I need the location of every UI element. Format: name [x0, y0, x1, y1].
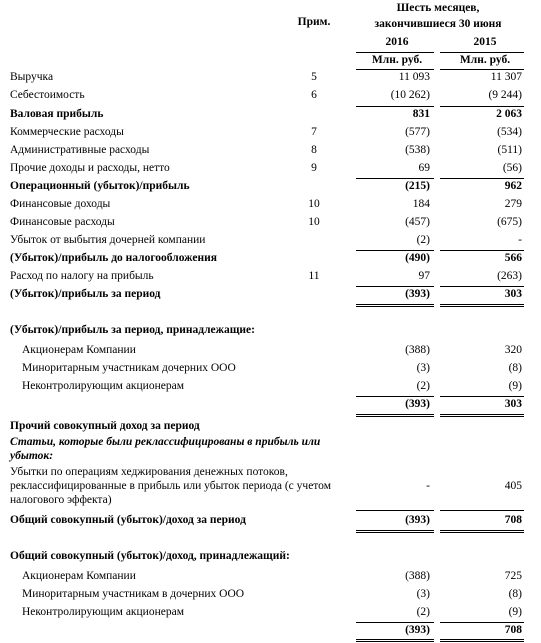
row-note: 10: [308, 198, 320, 210]
subtotal-rule: [356, 250, 434, 251]
row-value-2015: (511): [497, 144, 522, 156]
row-label: Себестоимость: [10, 89, 85, 101]
section-subheading-cont: убыток:: [10, 450, 54, 462]
row-value-2015: -: [518, 234, 522, 246]
row-note: 7: [311, 126, 317, 138]
row-label: Административные расходы: [10, 144, 150, 156]
total-double-rule: [356, 306, 434, 307]
row-label: Расход по налогу на прибыль: [10, 270, 154, 282]
row-value-2016: (388): [405, 570, 430, 582]
total-double-rule: [356, 532, 434, 533]
total-double-rule: [356, 414, 434, 415]
total-double-rule: [356, 639, 434, 640]
row-label: Коммерческие расходы: [10, 126, 124, 138]
subtotal-rule: [356, 178, 434, 179]
row-label: Операционный (убыток)/прибыль: [10, 180, 190, 192]
total-value-2015: 303: [504, 398, 522, 410]
total-double-rule: [440, 641, 524, 642]
total-double-rule: [440, 416, 524, 417]
header-rule-2016: [356, 52, 434, 53]
row-value-2015: (675): [497, 216, 522, 228]
row-value-2016: (2): [416, 234, 430, 246]
total-value-2016: (393): [405, 624, 430, 636]
row-label: (Убыток)/прибыль за период: [10, 288, 161, 300]
total-double-rule: [356, 641, 434, 642]
row-value-2015: (8): [508, 588, 522, 600]
row-value-2016: (2): [416, 380, 430, 392]
row-value-2015: 725: [504, 570, 522, 582]
row-value-2016: 69: [418, 162, 430, 174]
row-value-2015: 566: [504, 252, 522, 264]
row-value-2016: (3): [416, 362, 430, 374]
row-value-2015: 2 063: [496, 108, 522, 120]
row-note: 10: [308, 216, 320, 228]
row-value-2015: (9): [508, 606, 522, 618]
row-value-2015: 320: [504, 344, 522, 356]
row-label: Миноритарным участникам в дочерних ООО: [22, 588, 245, 600]
row-value-2016: (3): [416, 588, 430, 600]
header-underline-2016: [356, 69, 434, 70]
unit-2016-header: Млн. руб.: [371, 54, 423, 66]
subtotal-rule: [440, 622, 524, 623]
row-value-2016: 184: [412, 198, 430, 210]
row-label: (Убыток)/прибыль до налогообложения: [10, 252, 217, 264]
row-value-2015: (56): [502, 162, 522, 174]
row-label: Акционерам Компании: [22, 344, 136, 356]
row-note: 11: [308, 270, 320, 282]
year-2016-header: 2016: [385, 36, 409, 48]
row-label: Неконтролирующим акционерам: [22, 380, 184, 392]
period-header-line1: Шесть месяцев,: [396, 2, 480, 14]
row-value-2016: (457): [405, 216, 430, 228]
oci-item-value-2015: 405: [504, 480, 522, 492]
total-double-rule: [440, 530, 524, 531]
year-2015-header: 2015: [473, 36, 497, 48]
section-heading: Общий совокупный (убыток)/доход, принадлежащий:: [10, 550, 290, 562]
row-note: 8: [311, 144, 317, 156]
row-note: 9: [311, 162, 317, 174]
header-underline-2015: [440, 69, 524, 70]
section-heading: (Убыток)/прибыль за период, принадлежащие:: [10, 324, 255, 336]
subtotal-rule: [356, 622, 434, 623]
oci-item-label-line2: реклассифицированные в прибыль или убыток периода (с учетом: [10, 480, 331, 492]
row-value-2016: (215): [405, 180, 430, 192]
row-value-2016: 831: [412, 108, 430, 120]
unit-2015-header: Млн. руб.: [459, 54, 511, 66]
oci-item-label-line3: налогового эффекта): [10, 494, 112, 506]
row-value-2015: (534): [497, 126, 522, 138]
row-value-2015: (9): [508, 380, 522, 392]
row-value-2016: (577): [405, 126, 430, 138]
row-label: Финансовые доходы: [10, 198, 111, 210]
subtotal-rule: [440, 396, 524, 397]
row-value-2016: (388): [405, 344, 430, 356]
row-label: Миноритарным участникам дочерних ООО: [22, 362, 236, 374]
subtotal-rule: [356, 396, 434, 397]
subtotal-rule: [356, 510, 434, 511]
row-value-2015: 11 307: [490, 71, 522, 83]
total-double-rule: [440, 304, 524, 305]
row-value-2015: (8): [508, 362, 522, 374]
row-note: 5: [311, 71, 317, 83]
row-value-2015: (9 244): [488, 89, 522, 101]
row-value-2016: 97: [418, 270, 430, 282]
row-label: Убыток от выбытия дочерней компании: [10, 234, 206, 246]
oci-total-2015: 708: [504, 514, 522, 526]
row-value-2016: (538): [405, 144, 430, 156]
row-label: Валовая прибыль: [10, 108, 104, 120]
subtotal-rule: [440, 178, 524, 179]
row-value-2015: 962: [504, 180, 522, 192]
row-value-2016: (393): [405, 288, 430, 300]
section-subheading: Статьи, которые были реклассифицированы в прибыль или: [10, 436, 321, 448]
total-double-rule: [356, 304, 434, 305]
total-double-rule: [440, 532, 524, 533]
notes-column-header: Прим.: [297, 16, 331, 28]
row-value-2015: 303: [504, 288, 522, 300]
total-double-rule: [356, 530, 434, 531]
row-value-2015: (263): [497, 270, 522, 282]
period-header-line2: закончившиеся 30 июня: [374, 18, 502, 30]
row-value-2016: 11 093: [398, 71, 430, 83]
subtotal-rule: [440, 250, 524, 251]
row-label: Неконтролирующим акционерам: [22, 606, 184, 618]
row-label: Акционерам Компании: [22, 570, 136, 582]
row-label: Выручка: [10, 71, 54, 83]
row-value-2016: (2): [416, 606, 430, 618]
subtotal-rule: [356, 106, 434, 107]
total-value-2015: 708: [504, 624, 522, 636]
subtotal-rule: [356, 286, 434, 287]
total-double-rule: [356, 416, 434, 417]
subtotal-rule: [440, 106, 524, 107]
header-rule-2015: [440, 52, 524, 53]
oci-total-label: Общий совокупный (убыток)/доход за период: [10, 514, 246, 526]
oci-item-label-line1: Убытки по операциям хеджирования денежных потоков,: [10, 466, 288, 478]
total-double-rule: [440, 306, 524, 307]
row-value-2016: (490): [405, 252, 430, 264]
row-label: Прочие доходы и расходы, нетто: [10, 162, 170, 174]
row-value-2015: 279: [504, 198, 522, 210]
row-label: Финансовые расходы: [10, 216, 115, 228]
oci-total-2016: (393): [405, 514, 430, 526]
total-value-2016: (393): [405, 398, 430, 410]
row-note: 6: [311, 89, 317, 101]
subtotal-rule: [440, 510, 524, 511]
subtotal-rule: [440, 286, 524, 287]
section-heading: Прочий совокупный доход за период: [10, 420, 200, 432]
oci-item-value-2016: -: [426, 480, 430, 492]
total-double-rule: [440, 414, 524, 415]
total-double-rule: [440, 639, 524, 640]
row-value-2016: (10 262): [390, 89, 430, 101]
